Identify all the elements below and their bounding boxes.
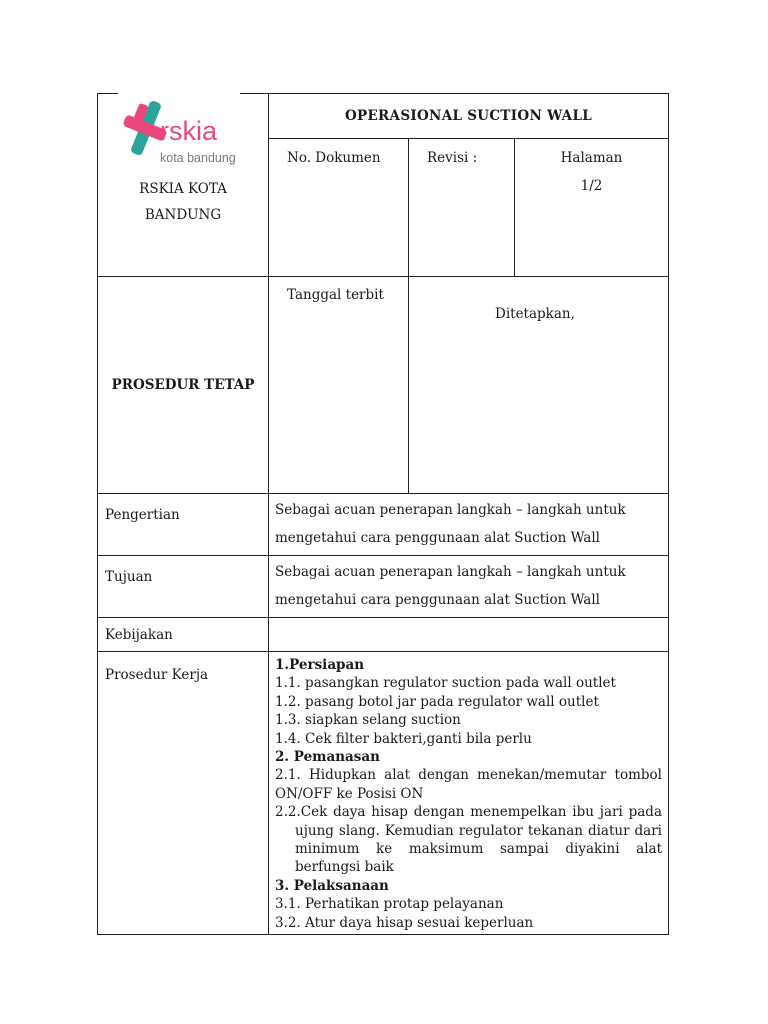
step-1-4: 1.4. Cek filter bakteri,ganti bila perlu (275, 730, 532, 747)
document-title: OPERASIONAL SUCTION WALL (269, 94, 669, 139)
svg-text:rskia: rskia (160, 116, 218, 146)
logo-cell (98, 94, 269, 277)
pengertian-content: Sebagai acuan penerapan langkah – langkah untuk mengetahui cara penggunaan alat Suction Wall (269, 494, 669, 556)
kebijakan-content (269, 618, 669, 652)
step-1-3: 1.3. siapkan selang suction (275, 712, 461, 729)
step-1-2: 1.2. pasang botol jar pada regulator wall outlet (275, 693, 599, 710)
revisi-label: Revisi : (427, 150, 478, 166)
halaman-value: 1/2 (580, 178, 603, 194)
tujuan-label: Tujuan (98, 556, 269, 618)
step-1-1: 1.1. pasangkan regulator suction pada wall outlet (275, 675, 616, 692)
halaman-label: Halaman (560, 150, 623, 166)
halaman-cell (515, 139, 669, 277)
step-2-2: 2.2.Cek daya hisap dengan menempelkan ibu jari pada ujung slang. Kemudian regulator tekanan diatur dari minimum ke maksimum sampai diyakini alat berfungsi baik (275, 804, 662, 876)
org-name: RSKIA KOTA BANDUNG (139, 181, 227, 223)
kebijakan-label: Kebijakan (98, 618, 269, 652)
revisi-cell (409, 139, 515, 277)
svg-text:kota bandung: kota bandung (160, 151, 236, 165)
pengertian-label: Pengertian (98, 494, 269, 556)
tujuan-content: Sebagai acuan penerapan langkah – langkah untuk mengetahui cara penggunaan alat Suction Wall (269, 556, 669, 618)
rskia-logo (120, 96, 245, 168)
step-3-1: 3.1. Perhatikan protap pelayanan (275, 896, 504, 913)
sop-table (97, 93, 669, 935)
no-dokumen-label: No. Dokumen (287, 150, 381, 166)
tanggal-terbit-label: Tanggal terbit (269, 277, 409, 494)
no-dokumen-cell (269, 139, 409, 277)
ditetapkan-label: Ditetapkan, (409, 277, 669, 494)
prosedur-kerja-content (269, 652, 669, 935)
section-pemanasan-title: 2. Pemanasan (275, 749, 380, 766)
section-persiapan-title: 1.Persiapan (275, 657, 365, 673)
prosedur-kerja-label: Prosedur Kerja (98, 652, 269, 935)
section-pelaksanaan-title: 3. Pelaksanaan (275, 877, 389, 894)
step-3-2: 3.2. Atur daya hisap sesuai keperluan (275, 914, 534, 931)
step-2-1: 2.1. Hidupkan alat dengan menekan/memutar tombol ON/OFF ke Posisi ON (275, 767, 662, 802)
prosedur-tetap-label: PROSEDUR TETAP (98, 277, 269, 494)
